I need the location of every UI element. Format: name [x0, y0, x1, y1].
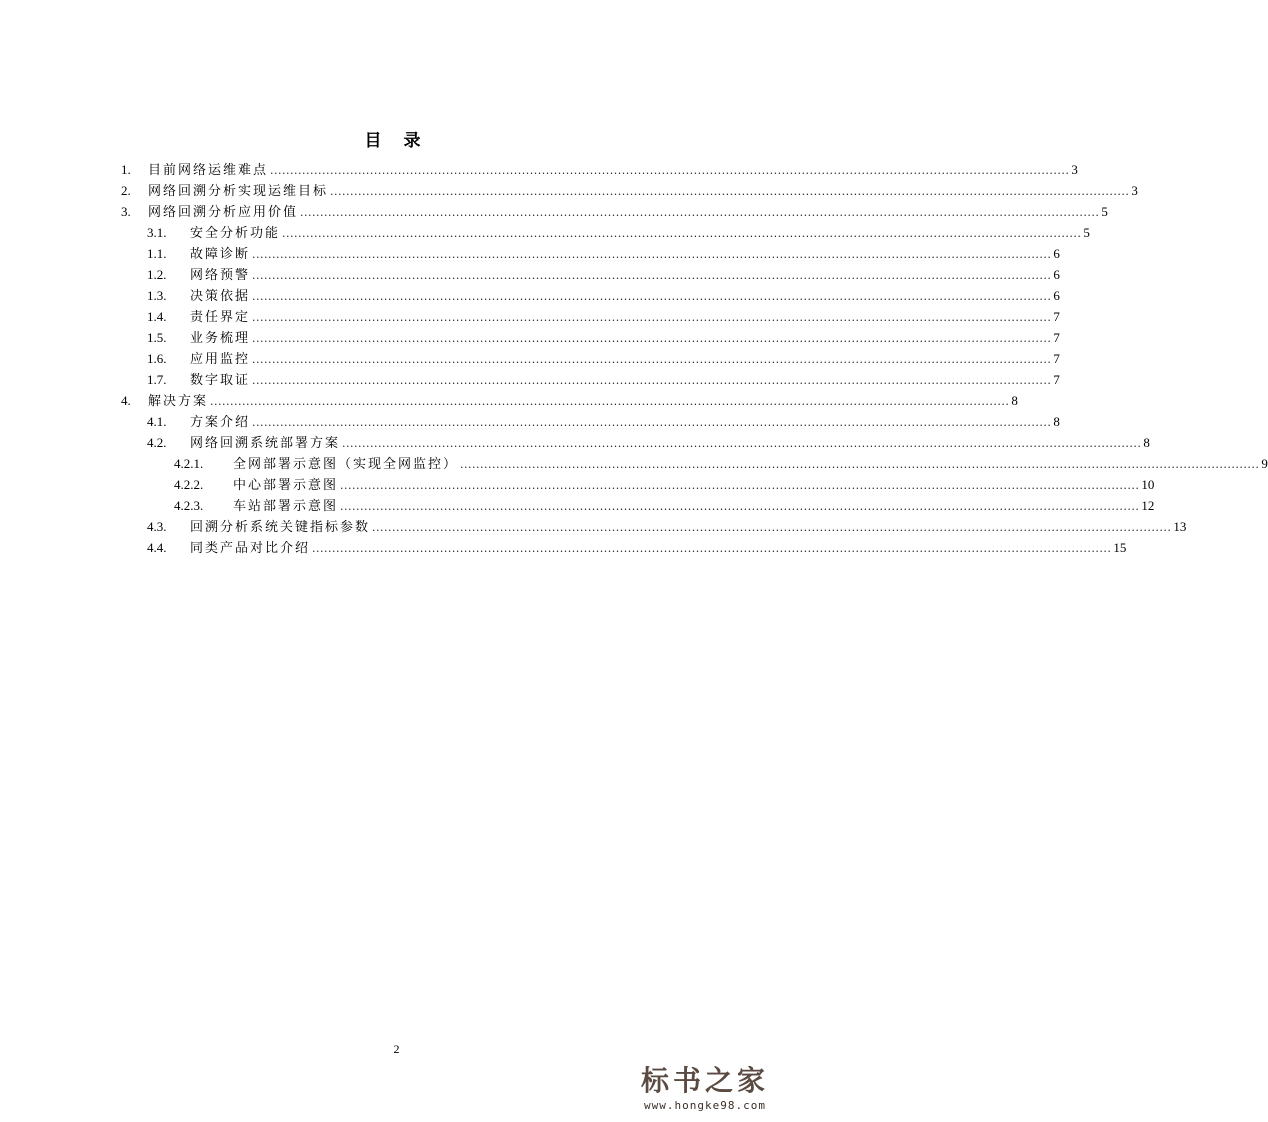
toc-entry[interactable] — [0, 244, 1060, 264]
toc-entry-title: 网络回溯系统部署方案 — [190, 436, 341, 451]
toc-entry[interactable] — [0, 265, 1060, 285]
toc-dot-leader: ........................................................................................................................................................................................................ — [300, 206, 1100, 219]
toc-entry[interactable] — [0, 496, 1155, 516]
toc-entry[interactable] — [0, 454, 1268, 474]
toc-entry-title: 回溯分析系统关键指标参数 — [190, 520, 371, 535]
toc-entry-title: 车站部署示意图 — [233, 499, 339, 514]
toc-entry-number: 4.2. — [147, 435, 167, 450]
toc-entry-number: 2. — [121, 183, 131, 198]
toc-entry-page: 8 — [1053, 414, 1060, 429]
toc-entry-title: 网络预警 — [190, 268, 251, 283]
toc-entry[interactable] — [0, 475, 1155, 495]
toc-dot-leader: ........................................................................................................................................................................................................ — [252, 269, 1052, 282]
toc-dot-leader: ........................................................................................................................................................................................................ — [330, 185, 1130, 198]
toc-entry[interactable] — [0, 517, 1187, 537]
toc-entry-title: 同类产品对比介绍 — [190, 541, 311, 556]
toc-entry[interactable] — [0, 307, 1060, 327]
toc-entry-title: 决策依据 — [190, 289, 251, 304]
toc-entry[interactable] — [0, 286, 1060, 306]
toc-entry-page: 8 — [1011, 393, 1018, 408]
toc-entry-number: 3.1. — [147, 225, 167, 240]
toc-dot-leader: ........................................................................................................................................................................................................ — [252, 248, 1052, 261]
toc-entry-page: 5 — [1083, 225, 1090, 240]
toc-entry-number: 4.4. — [147, 540, 167, 555]
toc-entry-number: 1.5. — [147, 330, 167, 345]
toc-entry[interactable] — [0, 160, 1078, 180]
toc-entry-number: 4.2.2. — [174, 477, 204, 492]
toc-entry-page: 7 — [1053, 372, 1060, 387]
toc-entry-number: 4. — [121, 393, 131, 408]
toc-entry-page: 13 — [1173, 519, 1187, 534]
toc-dot-leader: ........................................................................................................................................................................................................ — [252, 353, 1052, 366]
toc-entry[interactable] — [0, 433, 1150, 453]
toc-dot-leader: ........................................................................................................................................................................................................ — [252, 290, 1052, 303]
watermark-url: www.hongke98.com — [644, 1099, 766, 1112]
toc-entry-number: 1. — [121, 162, 131, 177]
toc-entry-number: 4.3. — [147, 519, 167, 534]
toc-entry-page: 3 — [1071, 162, 1078, 177]
toc-dot-leader: ........................................................................................................................................................................................................ — [372, 521, 1172, 534]
toc-entry-page: 3 — [1131, 183, 1138, 198]
toc-entry-title: 全网部署示意图（实现全网监控） — [233, 457, 459, 472]
toc-entry-page: 7 — [1053, 309, 1060, 324]
toc-entry[interactable] — [0, 223, 1090, 243]
toc-entry-title: 中心部署示意图 — [233, 478, 339, 493]
toc-dot-leader: ........................................................................................................................................................................................................ — [210, 395, 1010, 408]
toc-entry-page: 12 — [1141, 498, 1155, 513]
toc-entry-number: 1.2. — [147, 267, 167, 282]
toc-dot-leader: ........................................................................................................................................................................................................ — [312, 542, 1112, 555]
toc-entry-number: 1.4. — [147, 309, 167, 324]
toc-entry-title: 网络回溯分析实现运维目标 — [148, 184, 329, 199]
toc-entry-number: 4.2.3. — [174, 498, 204, 513]
toc-dot-leader: ........................................................................................................................................................................................................ — [252, 311, 1052, 324]
toc-entry-page: 6 — [1053, 267, 1060, 282]
toc-entry-title: 应用监控 — [190, 352, 251, 367]
toc-dot-leader: ........................................................................................................................................................................................................ — [252, 374, 1052, 387]
toc-dot-leader: ........................................................................................................................................................................................................ — [252, 416, 1052, 429]
toc-entry-page: 6 — [1053, 288, 1060, 303]
toc-entry[interactable] — [0, 328, 1060, 348]
toc-dot-leader: ........................................................................................................................................................................................................ — [340, 500, 1140, 513]
toc-entry-number: 4.2.1. — [174, 456, 204, 471]
toc-entry-number: 3. — [121, 204, 131, 219]
toc-title: 目 录 — [364, 131, 429, 151]
toc-entry-page: 8 — [1143, 435, 1150, 450]
toc-entry-number: 1.1. — [147, 246, 167, 261]
page-number: 2 — [393, 1042, 400, 1056]
toc-entry[interactable] — [0, 412, 1060, 432]
toc-entry[interactable] — [0, 202, 1108, 222]
toc-dot-leader: ........................................................................................................................................................................................................ — [282, 227, 1082, 240]
toc-entry-number: 1.7. — [147, 372, 167, 387]
toc-entry-title: 业务梳理 — [190, 331, 251, 346]
toc-dot-leader: ........................................................................................................................................................................................................ — [340, 479, 1140, 492]
toc-entry-page: 10 — [1141, 477, 1155, 492]
toc-entry[interactable] — [0, 538, 1127, 558]
toc-entry-title: 目前网络运维难点 — [148, 163, 269, 178]
toc-dot-leader: ........................................................................................................................................................................................................ — [270, 164, 1070, 177]
toc-entry-page: 6 — [1053, 246, 1060, 261]
watermark-title: 标书之家 — [640, 1064, 769, 1097]
toc-dot-leader: ........................................................................................................................................................................................................ — [342, 437, 1142, 450]
toc-entry-title: 数字取证 — [190, 373, 251, 388]
toc-entry-page: 9 — [1261, 456, 1268, 471]
toc-entry-number: 1.3. — [147, 288, 167, 303]
toc-entry-title: 解决方案 — [148, 394, 209, 409]
toc-entry-title: 安全分析功能 — [190, 226, 281, 241]
toc-entry[interactable] — [0, 349, 1060, 369]
toc-entry-title: 网络回溯分析应用价值 — [148, 205, 299, 220]
toc-entry-title: 方案介绍 — [190, 415, 251, 430]
toc-entry-page: 5 — [1101, 204, 1108, 219]
watermark-logo — [625, 1059, 785, 1112]
toc-entry-number: 1.6. — [147, 351, 167, 366]
toc-dot-leader: ........................................................................................................................................................................................................ — [252, 332, 1052, 345]
toc-entry-page: 7 — [1053, 330, 1060, 345]
toc-entry-page: 15 — [1113, 540, 1127, 555]
toc-entry-title: 责任界定 — [190, 310, 251, 325]
toc-entry[interactable] — [0, 181, 1138, 201]
toc-entry[interactable] — [0, 370, 1060, 390]
toc-entry-number: 4.1. — [147, 414, 167, 429]
toc-entry-title: 故障诊断 — [190, 247, 251, 262]
toc-dot-leader: ........................................................................................................................................................................................................ — [460, 458, 1260, 471]
toc-entry-page: 7 — [1053, 351, 1060, 366]
toc-entry[interactable] — [0, 391, 1018, 411]
